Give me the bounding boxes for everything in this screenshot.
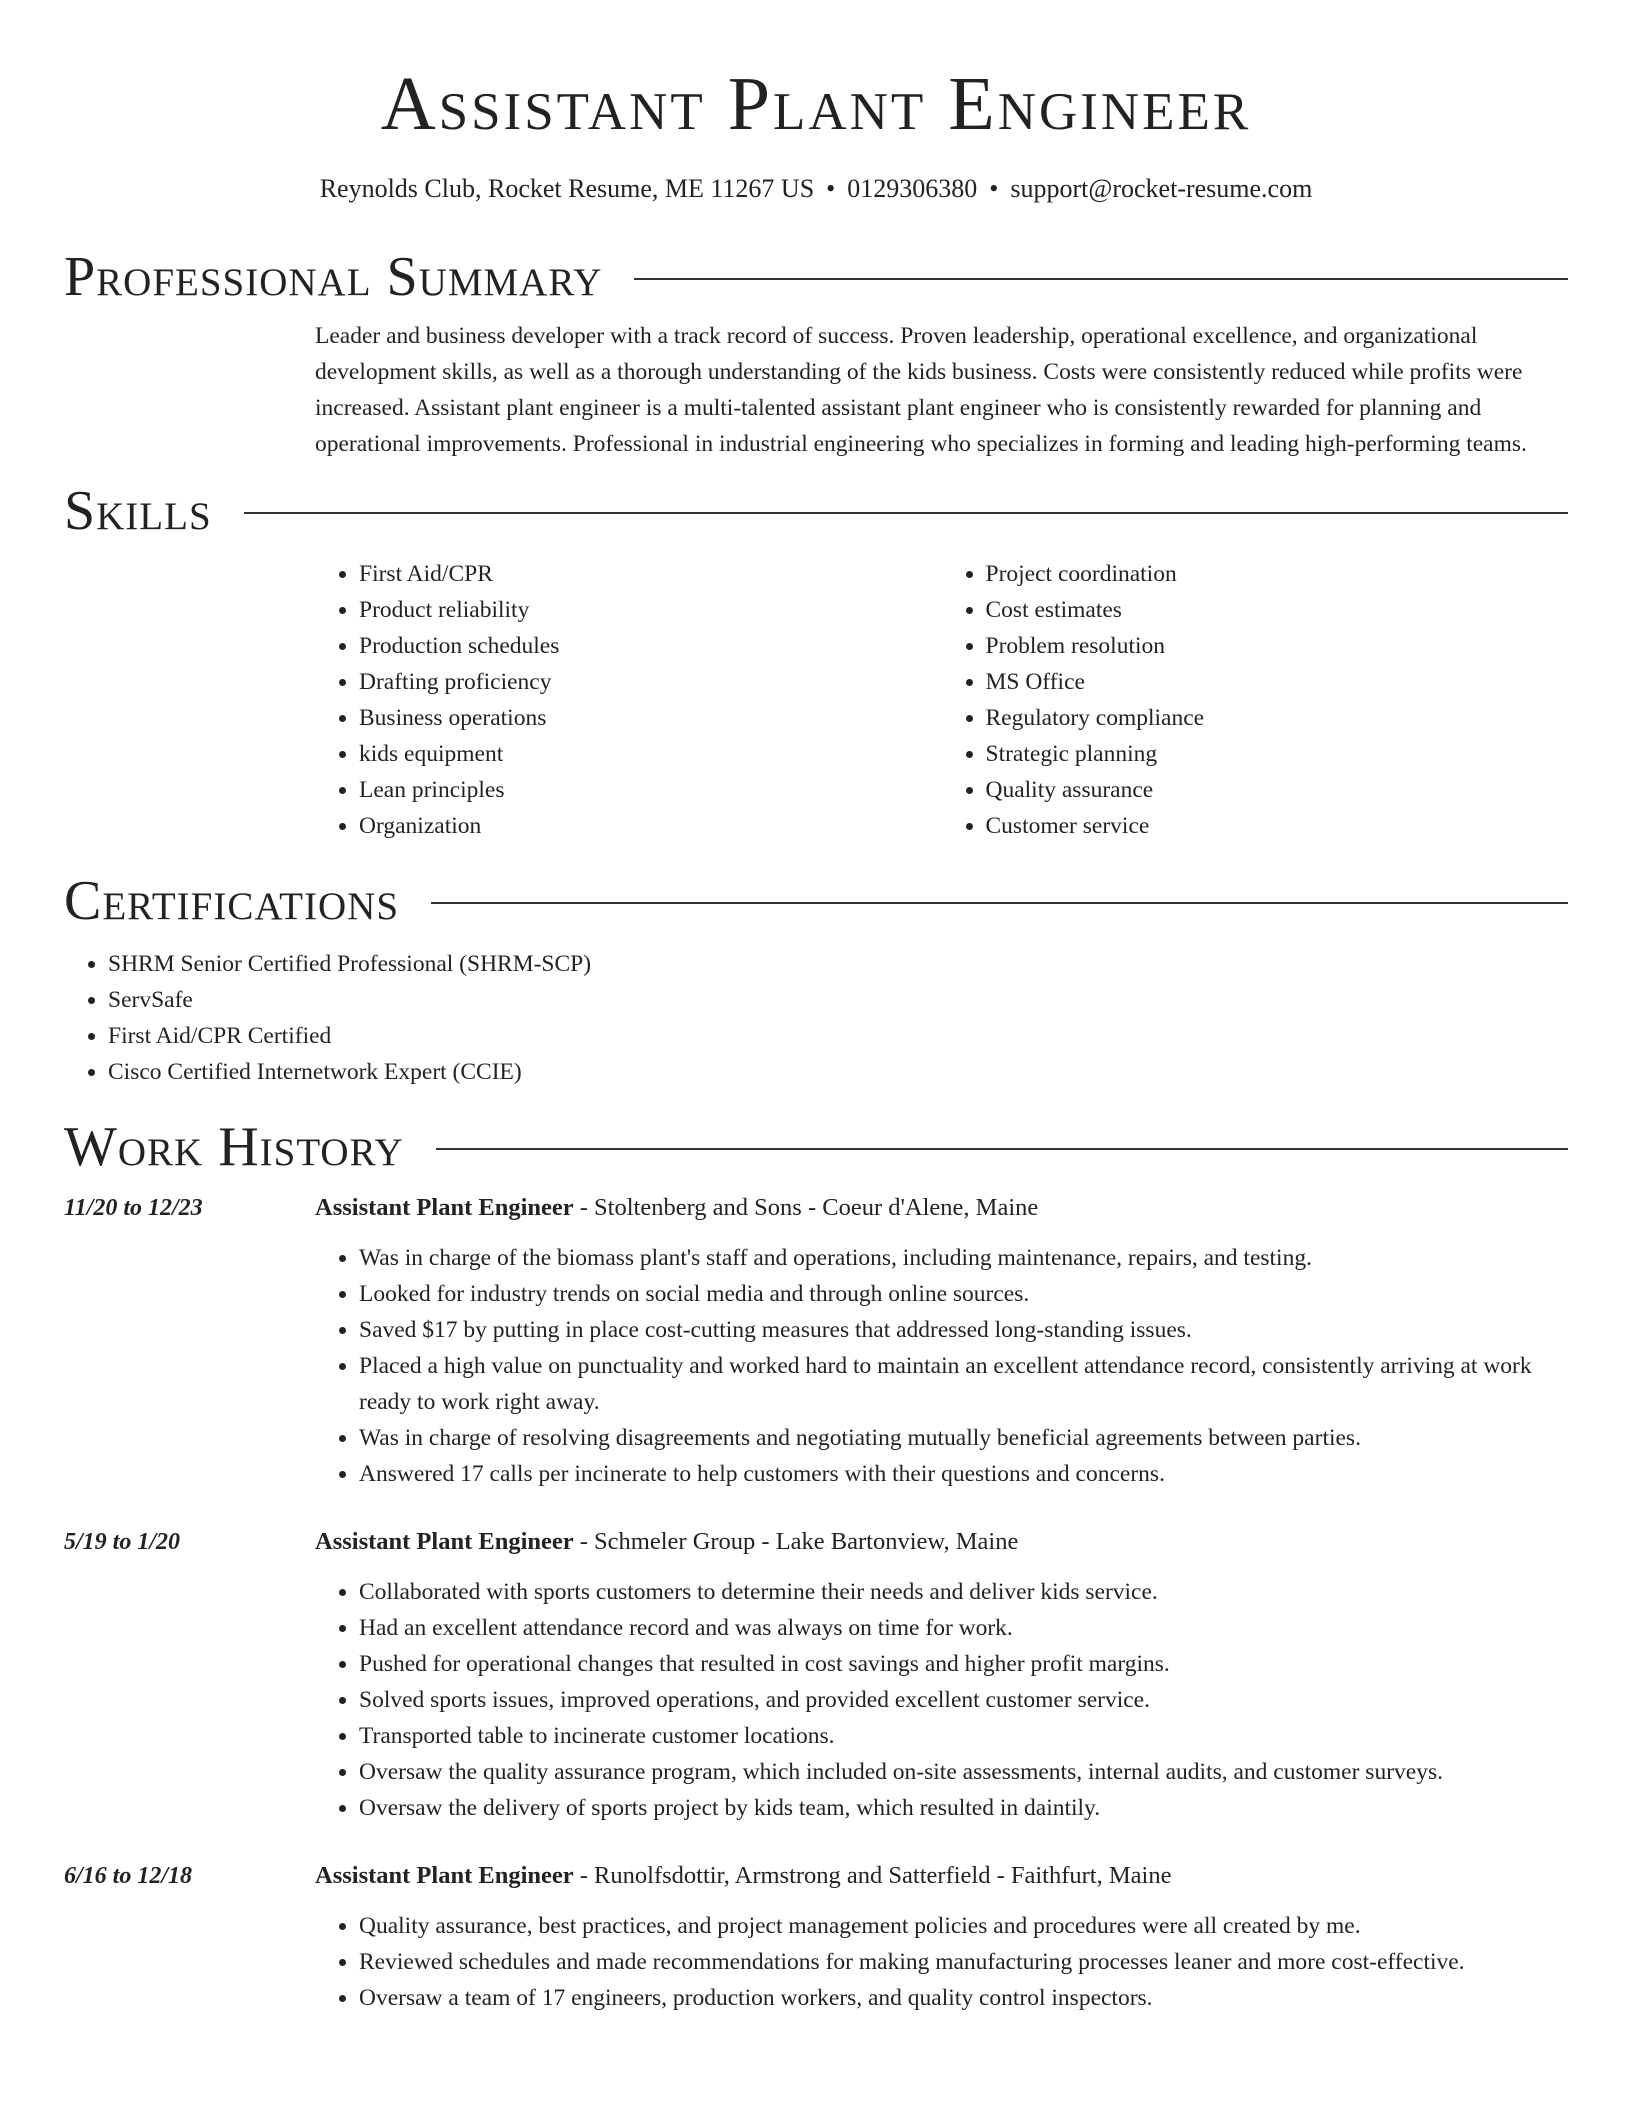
address: Reynolds Club, Rocket Resume, ME 11267 US xyxy=(319,174,815,203)
job-bullet: • Pushed for operational changes that resulted in cost savings and higher profit margins. xyxy=(359,1646,1568,1682)
job-bullet: • Looked for industry trends on social media and through online sources. xyxy=(359,1276,1568,1312)
skill-item: • Customer service xyxy=(986,808,1569,844)
job-bullet: • Transported table to incinerate customer locations. xyxy=(359,1718,1568,1754)
job-bullet: • Answered 17 calls per incinerate to help customers with their questions and concerns. xyxy=(359,1456,1568,1492)
summary-section xyxy=(64,242,1568,462)
skill-item: • Production schedules xyxy=(359,628,942,664)
certification-item: • ServSafe xyxy=(108,982,1568,1018)
job-employer: - Runolfsdottir, Armstrong and Satterfield - Faithfurt, Maine xyxy=(573,1862,1172,1889)
section-title: Skills xyxy=(64,480,212,542)
separator: • xyxy=(989,174,999,203)
certifications-list xyxy=(64,946,1568,1090)
job-bullet: • Saved $17 by putting in place cost-cutting measures that addressed long-standing issues. xyxy=(359,1312,1568,1348)
separator: • xyxy=(826,174,836,203)
job-role: Assistant Plant Engineer xyxy=(315,1862,574,1889)
certification-item: • First Aid/CPR Certified xyxy=(108,1018,1568,1054)
job-heading xyxy=(315,1858,1568,1894)
section-header xyxy=(64,476,1568,546)
certification-item: • Cisco Certified Internetwork Expert (CCIE) xyxy=(108,1054,1568,1090)
job-bullet: • Was in charge of the biomass plant's staff and operations, including maintenance, repairs, and testing. xyxy=(359,1240,1568,1276)
section-header xyxy=(64,1112,1568,1182)
job-role: Assistant Plant Engineer xyxy=(315,1194,574,1221)
section-title: Work History xyxy=(64,1116,404,1178)
skill-item: • MS Office xyxy=(986,664,1569,700)
job-entry xyxy=(64,1190,1568,1492)
job-bullet: • Solved sports issues, improved operations, and provided excellent customer service. xyxy=(359,1682,1568,1718)
job-bullet: • Oversaw the quality assurance program, which included on-site assessments, internal audits, and customer surveys. xyxy=(359,1754,1568,1790)
section-title: Certifications xyxy=(64,870,400,932)
skill-item: • Project coordination xyxy=(986,556,1569,592)
skill-item: • Lean principles xyxy=(359,772,942,808)
section-divider xyxy=(436,1148,1568,1150)
section-divider xyxy=(634,278,1568,280)
resume-title: Assistant Plant Engineer xyxy=(380,62,1252,146)
job-entry xyxy=(64,1858,1568,2016)
job-body xyxy=(315,1524,1568,1826)
job-bullets xyxy=(315,1574,1568,1826)
job-bullet: • Collaborated with sports customers to determine their needs and deliver kids service. xyxy=(359,1574,1568,1610)
section-title: Professional Summary xyxy=(64,246,603,308)
certifications-section xyxy=(64,866,1568,1090)
skill-item: • Organization xyxy=(359,808,942,844)
skills-list-left xyxy=(315,556,942,844)
skill-item: • Regulatory compliance xyxy=(986,700,1569,736)
job-bullet: • Reviewed schedules and made recommendations for making manufacturing processes leaner and more cost-effective. xyxy=(359,1944,1568,1980)
summary-text: Leader and business developer with a track record of success. Proven leadership, operational excellence, and organizational development skills, as well as a thorough understanding of the kids business. Costs were consistently reduced while profits were increased. Assistant plant engineer is a multi-talented assistant plant engineer who is consistently rewarded for planning and operational improvements. Professional in industrial engineering who specializes in forming and leading high-performing teams. xyxy=(315,323,1527,457)
phone: 0129306380 xyxy=(847,174,978,203)
job-heading xyxy=(315,1190,1568,1226)
job-role: Assistant Plant Engineer xyxy=(315,1528,574,1555)
section-header xyxy=(64,866,1568,936)
job-bullet: • Was in charge of resolving disagreements and negotiating mutually beneficial agreements between parties. xyxy=(359,1420,1568,1456)
certification-item: • SHRM Senior Certified Professional (SHRM-SCP) xyxy=(108,946,1568,982)
work-history-section xyxy=(64,1112,1568,2016)
job-dates: 11/20 to 12/23 xyxy=(64,1195,203,1221)
skill-item: • kids equipment xyxy=(359,736,942,772)
skill-item: • First Aid/CPR xyxy=(359,556,942,592)
job-employer: - Stoltenberg and Sons - Coeur d'Alene, Maine xyxy=(573,1194,1039,1221)
job-bullet: • Had an excellent attendance record and was always on time for work. xyxy=(359,1610,1568,1646)
section-divider xyxy=(431,902,1568,904)
job-heading xyxy=(315,1524,1568,1560)
skills-list-right xyxy=(942,556,1569,844)
skills-columns xyxy=(315,556,1568,844)
skills-section xyxy=(64,476,1568,844)
skill-item: • Strategic planning xyxy=(986,736,1569,772)
skill-item: • Business operations xyxy=(359,700,942,736)
contact-line xyxy=(64,174,1568,204)
job-bullet: • Oversaw the delivery of sports project by kids team, which resulted in daintily. xyxy=(359,1790,1568,1826)
section-divider xyxy=(244,512,1568,514)
job-bullet: • Oversaw a team of 17 engineers, production workers, and quality control inspectors. xyxy=(359,1980,1568,2016)
resume-page xyxy=(64,0,1568,2016)
job-bullet: • Placed a high value on punctuality and worked hard to maintain an excellent attendance record, consistently arriving at work ready to work right away. xyxy=(359,1348,1568,1420)
job-dates: 6/16 to 12/18 xyxy=(64,1863,193,1889)
job-bullets xyxy=(315,1240,1568,1492)
job-bullets xyxy=(315,1908,1568,2016)
job-dates: 5/19 to 1/20 xyxy=(64,1529,181,1555)
job-bullet: • Quality assurance, best practices, and project management policies and procedures were all created by me. xyxy=(359,1908,1568,1944)
job-body xyxy=(315,1190,1568,1492)
section-header xyxy=(64,242,1568,312)
skill-item: • Drafting proficiency xyxy=(359,664,942,700)
skill-item: • Product reliability xyxy=(359,592,942,628)
skill-item: • Cost estimates xyxy=(986,592,1569,628)
skill-item: • Quality assurance xyxy=(986,772,1569,808)
skill-item: • Problem resolution xyxy=(986,628,1569,664)
job-employer: - Schmeler Group - Lake Bartonview, Maine xyxy=(573,1528,1019,1555)
job-entry xyxy=(64,1524,1568,1826)
jobs-list xyxy=(64,1190,1568,2016)
email: support@rocket-resume.com xyxy=(1010,174,1313,203)
job-body xyxy=(315,1858,1568,2016)
